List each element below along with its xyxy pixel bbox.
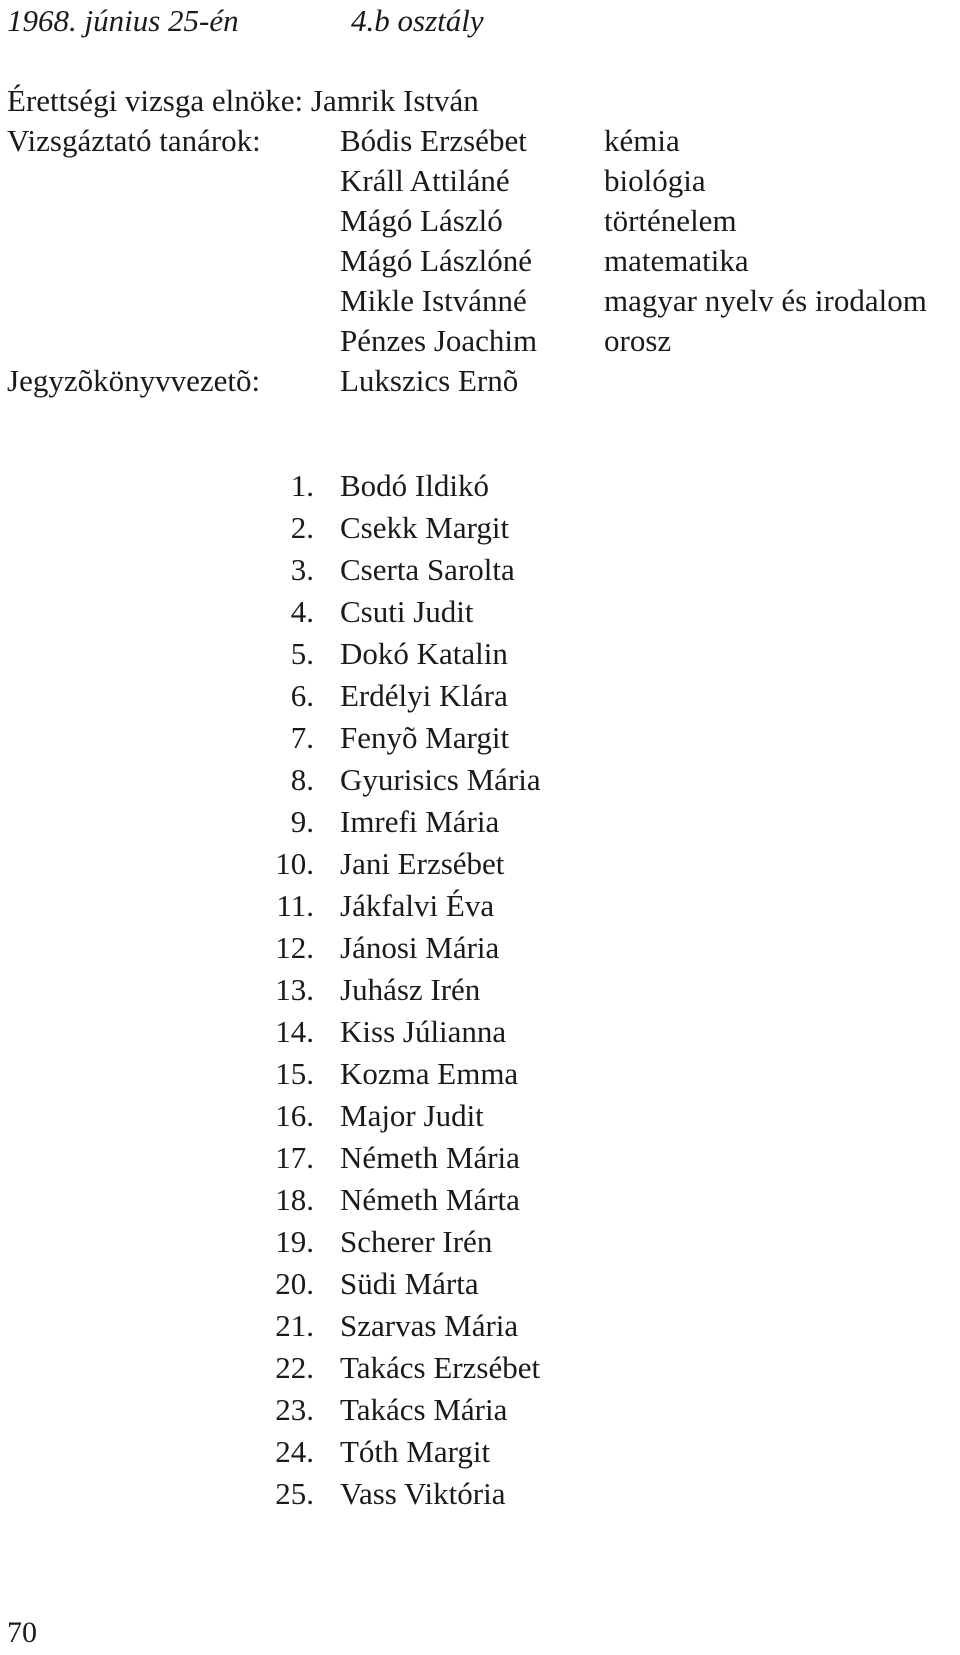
- student-number: 14.: [275, 1014, 314, 1049]
- student-name: Erdélyi Klára: [340, 678, 508, 713]
- page-header: [7, 0, 484, 42]
- list-item: [0, 549, 700, 591]
- student-name: Vass Viktória: [340, 1476, 506, 1511]
- student-name: Csuti Judit: [340, 594, 474, 629]
- student-number: 1.: [290, 468, 314, 503]
- student-name: Németh Mária: [340, 1140, 520, 1175]
- student-number: 21.: [275, 1308, 314, 1343]
- student-name: Südi Márta: [340, 1266, 479, 1301]
- exam-chair-name: Jamrik István: [310, 83, 479, 118]
- student-number: 5.: [290, 636, 314, 671]
- header-date: 1968. június 25-én: [7, 3, 239, 38]
- student-number: 3.: [290, 552, 314, 587]
- examiner-name: Mikle Istvánné: [340, 283, 527, 318]
- student-number: 24.: [275, 1434, 314, 1469]
- student-number: 8.: [290, 762, 314, 797]
- examiner-row: [0, 160, 960, 202]
- list-item: [0, 1473, 700, 1515]
- student-name: Jani Erzsébet: [340, 846, 505, 881]
- student-name: Gyurisics Mária: [340, 762, 541, 797]
- student-number: 13.: [275, 972, 314, 1007]
- student-number: 12.: [275, 930, 314, 965]
- list-item: [0, 465, 700, 507]
- examiner-name: Mágó László: [340, 203, 503, 238]
- examiner-name: Mágó Lászlóné: [340, 243, 532, 278]
- examiner-name: Bódis Erzsébet: [340, 123, 527, 158]
- list-item: [0, 1011, 700, 1053]
- list-item: [0, 1389, 700, 1431]
- student-name: Németh Márta: [340, 1182, 520, 1217]
- student-number: 6.: [290, 678, 314, 713]
- page-number: 70: [7, 1616, 37, 1649]
- student-list: [0, 465, 700, 1515]
- list-item: [0, 1431, 700, 1473]
- student-name: Major Judit: [340, 1098, 484, 1133]
- list-item: [0, 801, 700, 843]
- list-item: [0, 843, 700, 885]
- list-item: [0, 717, 700, 759]
- student-number: 18.: [275, 1182, 314, 1217]
- examiner-subject: orosz: [604, 323, 672, 358]
- student-name: Kozma Emma: [340, 1056, 519, 1091]
- list-item: [0, 885, 700, 927]
- student-name: Csekk Margit: [340, 510, 510, 545]
- examiner-subject: matematika: [604, 243, 749, 278]
- list-item: [0, 1137, 700, 1179]
- examiner-subject: történelem: [604, 203, 737, 238]
- student-number: 23.: [275, 1392, 314, 1427]
- list-item: [0, 1221, 700, 1263]
- examiner-name: Králl Attiláné: [340, 163, 510, 198]
- examiner-row: [0, 120, 960, 162]
- student-name: Takács Mária: [340, 1392, 508, 1427]
- list-item: [0, 675, 700, 717]
- student-name: Jákfalvi Éva: [340, 888, 495, 923]
- list-item: [0, 1263, 700, 1305]
- student-name: Kiss Júlianna: [340, 1014, 507, 1049]
- student-name: Jánosi Mária: [340, 930, 500, 965]
- student-number: 4.: [290, 594, 314, 629]
- examiner-subject: magyar nyelv és irodalom: [604, 283, 927, 318]
- recorder-name: Lukszics Ernõ: [340, 363, 519, 398]
- examiner-row: [0, 320, 960, 362]
- list-item: [0, 1347, 700, 1389]
- student-name: Fenyõ Margit: [340, 720, 510, 755]
- examiner-name: Pénzes Joachim: [340, 323, 538, 358]
- student-number: 10.: [275, 846, 314, 881]
- student-number: 7.: [290, 720, 314, 755]
- list-item: [0, 927, 700, 969]
- student-number: 22.: [275, 1350, 314, 1385]
- exam-chair-line: [7, 80, 479, 122]
- examiner-subject: biológia: [604, 163, 706, 198]
- examiner-subject: kémia: [604, 123, 680, 158]
- list-item: [0, 969, 700, 1011]
- header-class-label: 4.b osztály: [351, 3, 484, 38]
- student-number: 25.: [275, 1476, 314, 1511]
- exam-chair-label: Érettségi vizsga elnöke:: [7, 83, 304, 118]
- student-number: 19.: [275, 1224, 314, 1259]
- list-item: [0, 1305, 700, 1347]
- list-item: [0, 1053, 700, 1095]
- student-number: 17.: [275, 1140, 314, 1175]
- student-number: 2.: [290, 510, 314, 545]
- student-number: 20.: [275, 1266, 314, 1301]
- list-item: [0, 1095, 700, 1137]
- recorder-label: Jegyzõkönyvvezetõ:: [7, 363, 261, 398]
- list-item: [0, 759, 700, 801]
- examiner-row: [0, 200, 960, 242]
- student-number: 9.: [290, 804, 314, 839]
- recorder-line: [0, 360, 960, 402]
- list-item: [0, 633, 700, 675]
- examiner-row: [0, 280, 960, 322]
- student-number: 11.: [276, 888, 314, 923]
- student-number: 15.: [275, 1056, 314, 1091]
- student-name: Juhász Irén: [340, 972, 481, 1007]
- examiner-row: [0, 240, 960, 282]
- student-name: Takács Erzsébet: [340, 1350, 541, 1385]
- student-name: Imrefi Mária: [340, 804, 500, 839]
- student-name: Scherer Irén: [340, 1224, 493, 1259]
- list-item: [0, 1179, 700, 1221]
- student-name: Cserta Sarolta: [340, 552, 515, 587]
- list-item: [0, 591, 700, 633]
- student-name: Szarvas Mária: [340, 1308, 519, 1343]
- list-item: [0, 507, 700, 549]
- examiners-label: Vizsgáztató tanárok:: [7, 123, 261, 158]
- student-number: 16.: [275, 1098, 314, 1133]
- student-name: Bodó Ildikó: [340, 468, 489, 503]
- student-name: Dokó Katalin: [340, 636, 508, 671]
- student-name: Tóth Margit: [340, 1434, 491, 1469]
